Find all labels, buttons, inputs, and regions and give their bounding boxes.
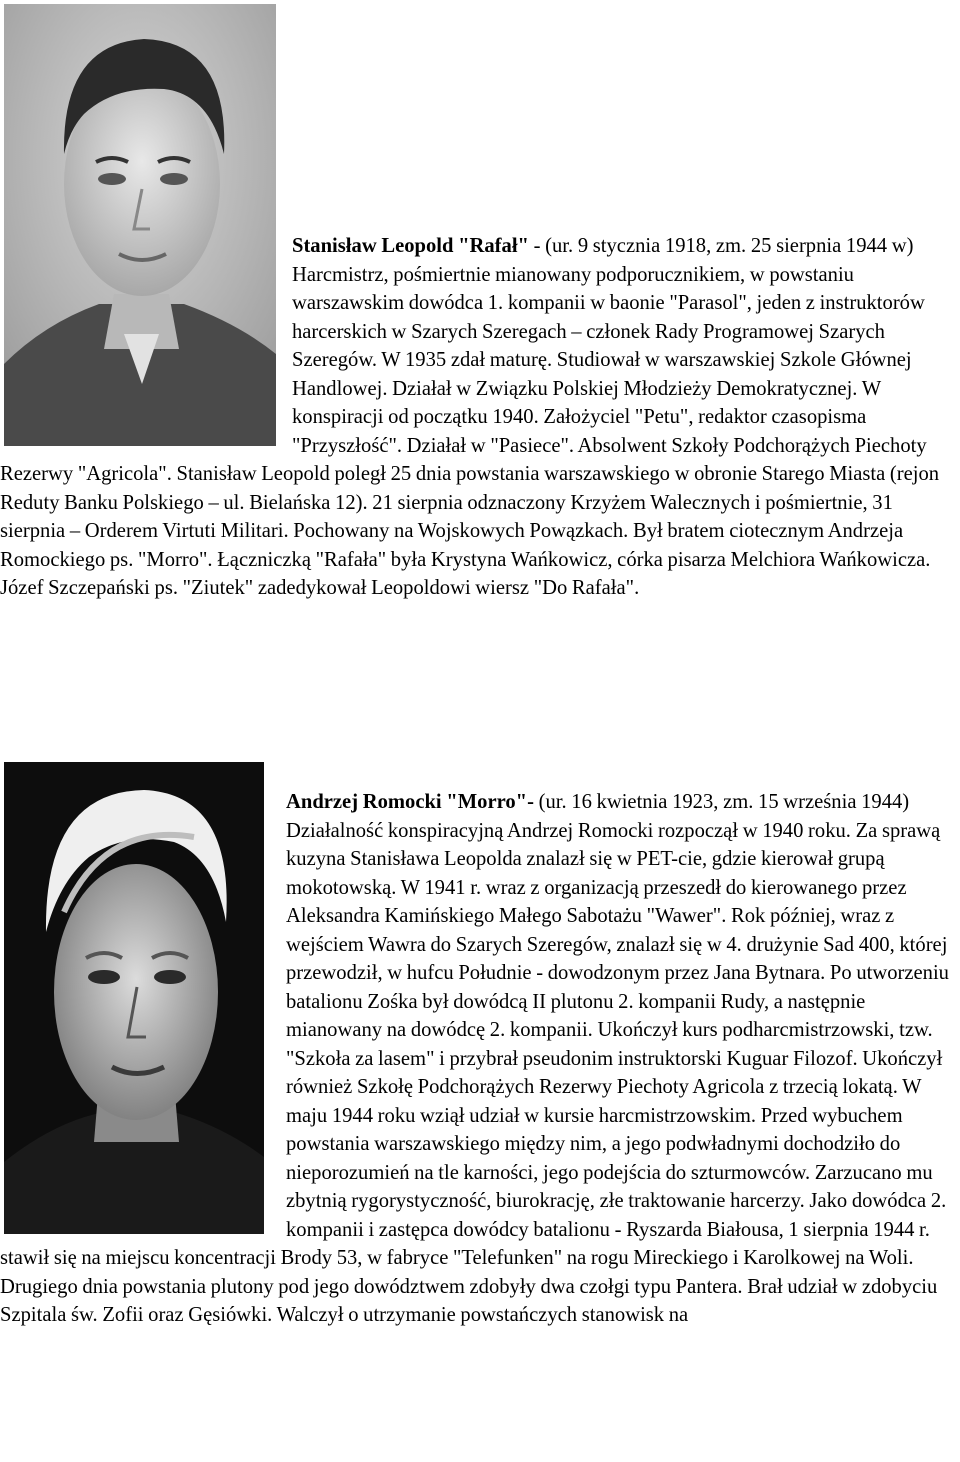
biography-entry-leopold (0, 0, 956, 603)
person-dates: - (ur. 9 stycznia 1918, zm. 25 sierpnia 1944 w) (529, 235, 914, 257)
portrait-photo-leopold (4, 4, 276, 446)
person-name: Stanisław Leopold "Rafał" (292, 235, 529, 257)
biography-text: Działalność konspiracyjną Andrzej Romocki rozpoczął w 1940 roku. Za sprawą kuzyna Stanisława Leopolda znalazł się w PET-cie, gdzie kierował grupą mokotowską. W 1941 r. wraz z organizacją przeszedł do kierowanego przez Aleksandra Kamińskiego Małego Sabotażu "Wawer". Rok później, wraz z wejściem Wawra do Szarych Szeregów, znalazł się w 4. drużynie Sad 400, której przewodził, w hufcu Południe - dowodzonym przez Jana Bytnara. Po utworzeniu batalionu Zośka był dowódcą II plutonu 2. kompanii Rudy, a następnie mianowany na dowódcę 2. kompanii. Ukończył kurs podharcmistrzowski, tzw. "Szkoła za lasem" i przybrał pseudonim instruktorski Kuguar Filozof. Ukończył również Szkołę Podchorążych Rezerwy Piechoty Agricola z trzecią lokatą. W maju 1944 roku wziął udział w kursie harcmistrzowskim. Przed wybuchem powstania warszawskiego między nim, a jego podwładnymi dochodziło do nieporozumień na tle karności, jego podejścia do szturmowców. Zarzucano mu zbytnią rygorystyczność, biurokrację, złe traktowanie harcerzy. Jako dowódca 2. kompanii i zastępca dowódcy batalionu - Ryszarda Białousa, 1 sierpnia 1944 r. stawił się na miejscu koncentracji Brody 53, w fabryce "Telefunken" na rogu Mireckiego i Karolkowej na Woli. Drugiego dnia powstania plutony pod jego dowództwem zdobyły dwa czołgi typu Pantera. Brał udział w zdobyciu Szpitala św. Zofii oraz Gęsiówki. Walczył o utrzymanie powstańczych stanowisk na (0, 819, 949, 1326)
biography-text: Harcmistrz, pośmiertnie mianowany podporucznikiem, w powstaniu warszawskim dowódca 1. kompanii w baonie "Parasol", jeden z instruktorów harcerskich w Szarych Szeregach – członek Rady Programowej Szarych Szeregów. W 1935 zdał maturę. Studiował w warszawskiej Szkole Głównej Handlowej. Działał w Związku Polskiej Młodzieży Demokratycznej. W konspiracji od początku 1940. Założyciel "Petu", redaktor czasopisma "Przyszłość". Działał w "Pasiece". Absolwent Szkoły Podchorążych Piechoty Rezerwy "Agricola". Stanisław Leopold poległ 25 dnia powstania warszawskiego w obronie Starego Miasta (rejon Reduty Banku Polskiego – ul. Bielańska 12). 21 sierpnia odznaczony Krzyżem Walecznych i pośmiertnie, 31 sierpnia – Orderem Virtuti Militari. Pochowany na Wojskowych Powązkach. Był bratem ciotecznym Andrzeja Romockiego ps. "Morro". Łączniczką "Rafała" była Krystyna Wańkowicz, córka pisarza Melchiora Wańkowicza. Józef Szczepański ps. "Ziutek" zadedykował Leopoldowi wiersz "Do Rafała". (0, 263, 940, 599)
portrait-photo-romocki (4, 762, 264, 1234)
biography-entry-romocki (0, 758, 960, 1330)
person-dates: (ur. 16 kwietnia 1923, zm. 15 września 1944) (533, 791, 910, 813)
person-name: Andrzej Romocki "Morro"- (286, 791, 534, 813)
